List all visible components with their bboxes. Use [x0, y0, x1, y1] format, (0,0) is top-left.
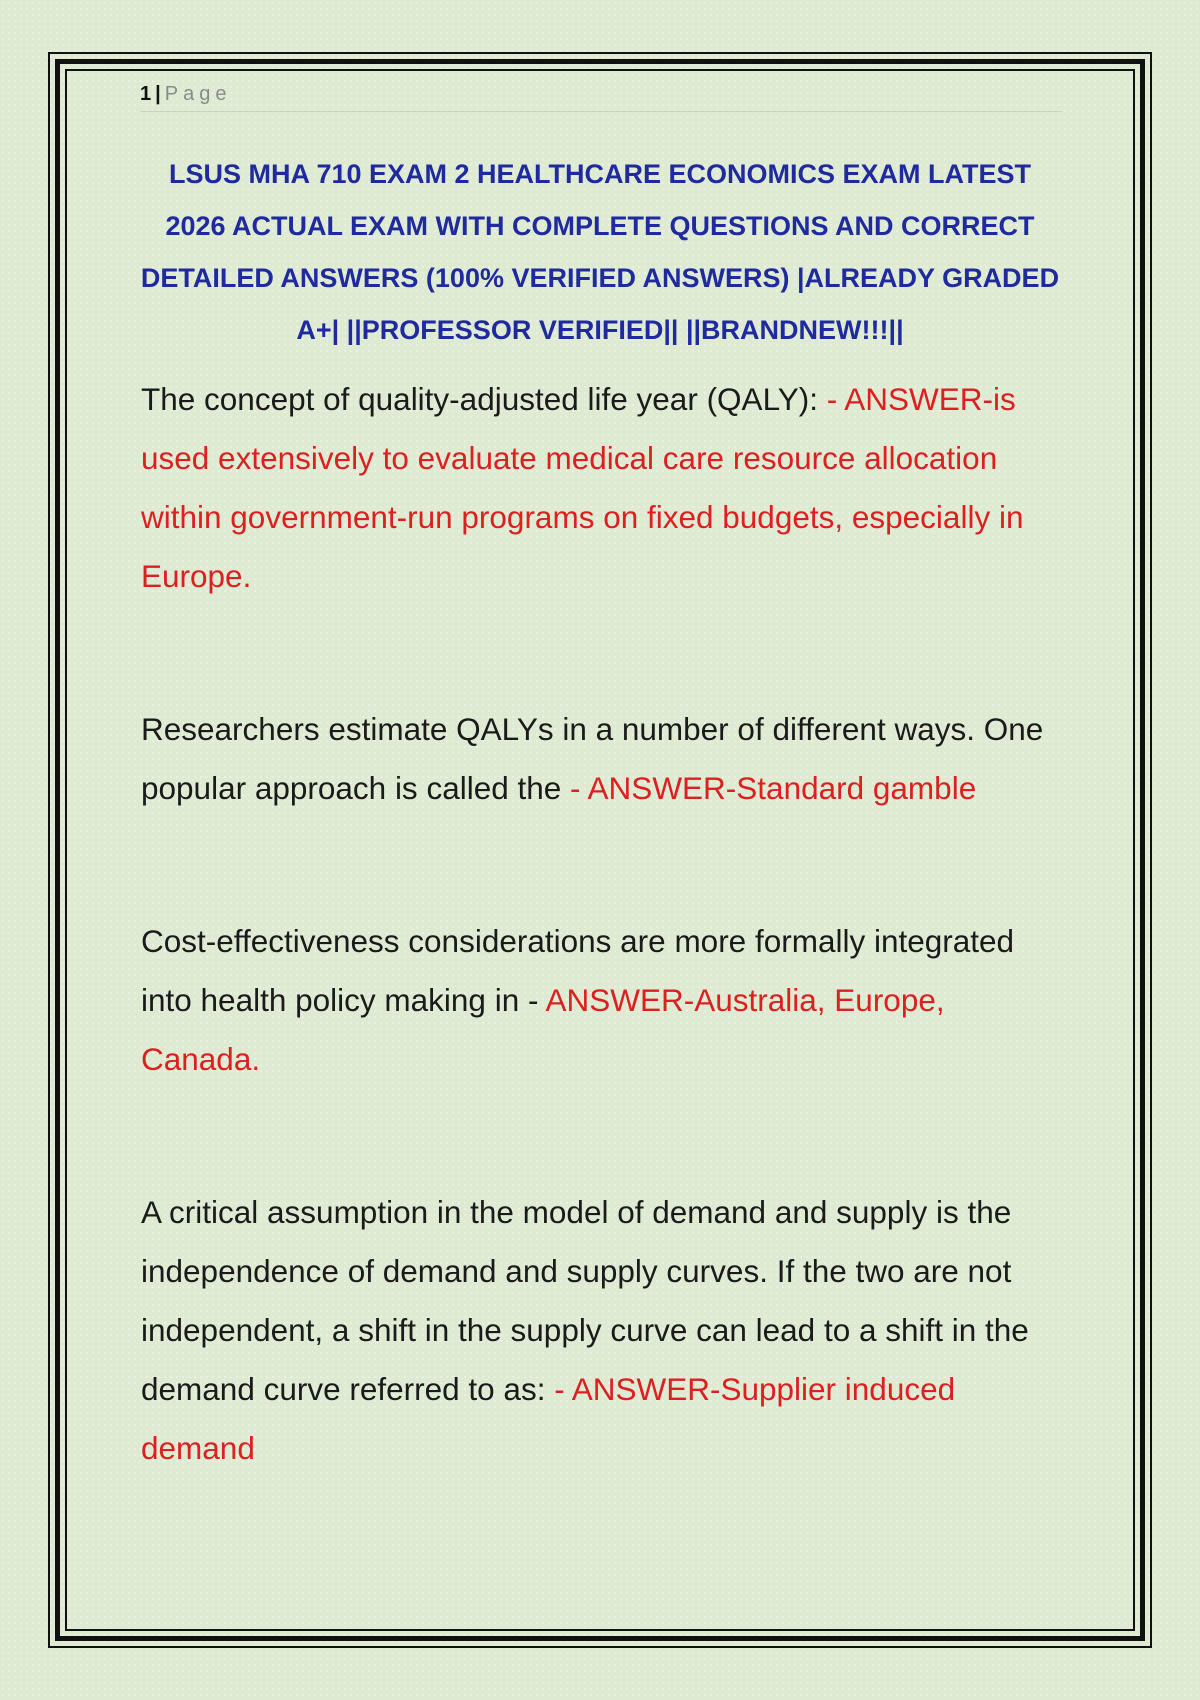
qa-item: [141, 912, 1061, 1089]
page-header: [140, 78, 1062, 112]
document-title: LSUS MHA 710 EXAM 2 HEALTHCARE ECONOMICS EXAM LATEST 2026 ACTUAL EXAM WITH COMPLETE QUESTIONS AND CORRECT DETAILED ANSWERS (100% VERIFIED ANSWERS) |ALREADY GRADED A+| ||PROFESSOR VERIFIED|| ||BRANDNEW!!!||: [140, 159, 1060, 345]
question-text: A critical assumption in the model of demand and supply is the independence of demand and supply curves. If the two are not independent, a shift in the supply curve can lead to a shift in the demand curve referred to as:: [141, 1194, 1029, 1407]
answer-text: - ANSWER-is used extensively to evaluate medical care resource allocation within government-run programs on fixed budgets, especially in Europe.: [141, 381, 1024, 594]
qa-item: [141, 1183, 1061, 1478]
question-text: The concept of quality-adjusted life year (QALY):: [141, 381, 827, 417]
qa-item: [141, 370, 1061, 606]
answer-text: - ANSWER-Supplier induced demand: [141, 1371, 956, 1466]
answer-text: ANSWER-Australia, Europe, Canada.: [141, 982, 945, 1077]
page-label: Page: [164, 83, 232, 105]
question-text: Cost-effectiveness considerations are more formally integrated into health policy making in -: [141, 923, 1015, 1018]
page-separator: |: [155, 83, 161, 105]
page-number: 1: [140, 83, 152, 105]
answer-text: - ANSWER-Standard gamble: [570, 770, 977, 806]
qa-item: [141, 700, 1061, 818]
question-text: Researchers estimate QALYs in a number of different ways. One popular approach is called the: [141, 711, 1044, 806]
